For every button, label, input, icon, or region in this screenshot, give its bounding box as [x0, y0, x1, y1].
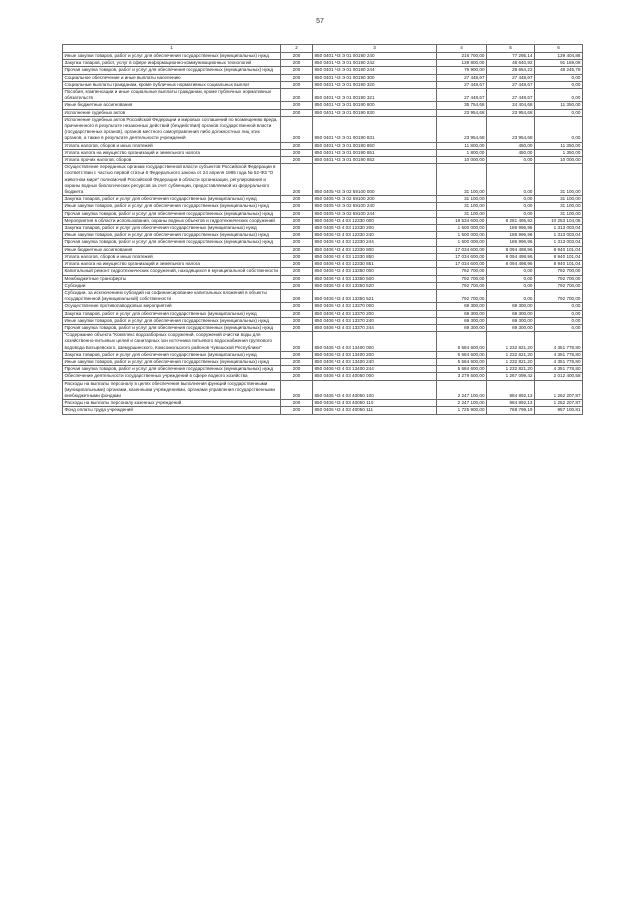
row-description: Закупка товаров, работ, услуг в сфере информационно-коммуникационных технологий — [63, 60, 281, 67]
row-executed-amount: 8 094 498,96 — [487, 253, 535, 260]
row-executed-amount: 69 300,00 — [487, 324, 535, 331]
row-budget-classification-code: 850 0401 Ч3 Э 01 00190 300 — [313, 74, 437, 81]
row-executed-amount: 69 300,00 — [487, 317, 535, 324]
row-line-code: 200 — [281, 196, 313, 203]
table-row — [63, 102, 583, 109]
row-unexecuted-amount: 0,00 — [535, 81, 583, 88]
row-approved-amount: 1 725 900,00 — [437, 407, 487, 414]
row-unexecuted-amount: 8 940 101,04 — [535, 253, 583, 260]
row-executed-amount: 8 094 498,96 — [487, 261, 535, 268]
row-line-code: 200 — [281, 217, 313, 224]
row-description: Прочая закупка товаров, работ и услуг для обеспечения государственных (муниципальных) нужд — [63, 366, 281, 373]
row-budget-classification-code: 850 0406 Ч3 4 03 13400 244 — [313, 366, 437, 373]
row-budget-classification-code: 850 0406 Ч3 4 03 12330 244 — [313, 239, 437, 246]
row-line-code: 200 — [281, 210, 313, 217]
row-line-code: 200 — [281, 275, 313, 282]
row-unexecuted-amount: 792 700,00 — [535, 268, 583, 275]
row-unexecuted-amount: 0,00 — [535, 74, 583, 81]
row-line-code: 200 — [281, 109, 313, 116]
row-description: Исполнение судебных актов — [63, 109, 281, 116]
row-line-code: 200 — [281, 303, 313, 310]
row-approved-amount: 1 500 000,00 — [437, 232, 487, 239]
row-budget-classification-code: 850 0406 Ч3 4 03 13370 200 — [313, 310, 437, 317]
row-budget-classification-code: 850 0401 Ч3 Э 01 00190 321 — [313, 89, 437, 102]
row-line-code: 200 — [281, 239, 313, 246]
row-unexecuted-amount: 10 000,00 — [535, 157, 583, 164]
row-executed-amount: 8 281 495,92 — [487, 217, 535, 224]
row-line-code: 200 — [281, 74, 313, 81]
row-budget-classification-code: 850 0406 Ч3 4 03 40050 111 — [313, 407, 437, 414]
row-unexecuted-amount: 0,00 — [535, 89, 583, 102]
row-unexecuted-amount: 4 351 778,80 — [535, 332, 583, 352]
row-executed-amount: 69 300,00 — [487, 303, 535, 310]
row-description: Субсидии — [63, 282, 281, 289]
row-unexecuted-amount: 2 012 400,58 — [535, 373, 583, 380]
row-approved-amount: 5 584 600,00 — [437, 351, 487, 358]
row-executed-amount: 450,00 — [487, 142, 535, 149]
table-row — [63, 149, 583, 156]
row-executed-amount: 768 799,19 — [487, 407, 535, 414]
row-approved-amount: 27 448,67 — [437, 81, 487, 88]
row-line-code: 200 — [281, 373, 313, 380]
row-unexecuted-amount: 4 351 778,80 — [535, 358, 583, 365]
row-budget-classification-code: 850 0406 Ч3 4 03 13370 240 — [313, 317, 437, 324]
row-unexecuted-amount: 1 262 207,87 — [535, 380, 583, 400]
row-unexecuted-amount: 8 940 101,04 — [535, 261, 583, 268]
row-description: Расходы на выплаты персоналу казенных учреждений — [63, 400, 281, 407]
table-row — [63, 60, 583, 67]
row-line-code: 200 — [281, 282, 313, 289]
table-row — [63, 351, 583, 358]
table-row — [63, 275, 583, 282]
row-budget-classification-code: 850 0406 Ч3 4 03 40050 000 — [313, 373, 437, 380]
row-line-code: 200 — [281, 400, 313, 407]
row-budget-classification-code: 850 0406 Ч3 4 03 40050 110 — [313, 400, 437, 407]
row-unexecuted-amount: 792 700,00 — [535, 275, 583, 282]
row-unexecuted-amount: 139 404,86 — [535, 53, 583, 60]
row-description: Уплата прочих налогов, сборов — [63, 157, 281, 164]
row-line-code: 200 — [281, 149, 313, 156]
table-row — [63, 332, 583, 352]
row-line-code: 200 — [281, 116, 313, 142]
table-row — [63, 53, 583, 60]
page-number: 57 — [316, 18, 324, 25]
row-unexecuted-amount: 11 350,00 — [535, 102, 583, 109]
row-approved-amount: 2 247 100,00 — [437, 380, 487, 400]
row-description: Мероприятия в области использования, охраны водных объектов и гидротехнических сооружений — [63, 217, 281, 224]
row-line-code: 200 — [281, 203, 313, 210]
row-approved-amount: 5 584 600,00 — [437, 332, 487, 352]
row-executed-amount: 984 892,13 — [487, 400, 535, 407]
row-executed-amount: 450,00 — [487, 149, 535, 156]
row-approved-amount: 69 300,00 — [437, 310, 487, 317]
row-budget-classification-code: 850 0401 Ч3 Э 01 00190 800 — [313, 102, 437, 109]
table-row — [63, 282, 583, 289]
row-approved-amount: 69 300,00 — [437, 324, 487, 331]
row-approved-amount: 2 247 100,00 — [437, 400, 487, 407]
row-budget-classification-code: 850 0401 Ч3 Э 01 00190 240 — [313, 53, 437, 60]
row-description: Иные закупки товаров, работ и услуг для обеспечения государственных (муниципальных) нужд — [63, 358, 281, 365]
table-row — [63, 317, 583, 324]
row-unexecuted-amount: 31 100,00 — [535, 210, 583, 217]
row-unexecuted-amount: 0,00 — [535, 310, 583, 317]
row-unexecuted-amount: 0,00 — [535, 324, 583, 331]
row-budget-classification-code: 850 0405 Ч3 Э 02 59100 000 — [313, 164, 437, 196]
row-unexecuted-amount: 1 313 003,04 — [535, 239, 583, 246]
row-budget-classification-code: 850 0406 Ч3 4 03 12330 240 — [313, 232, 437, 239]
row-description: Иные закупки товаров, работ и услуг для обеспечения государственных (муниципальных) нужд — [63, 232, 281, 239]
row-description: Прочая закупка товаров, работ и услуг для обеспечения государственных (муниципальных) нужд — [63, 210, 281, 217]
row-approved-amount: 69 300,00 — [437, 303, 487, 310]
row-executed-amount: 27 448,67 — [487, 89, 535, 102]
row-executed-amount: 0,00 — [487, 203, 535, 210]
table-row — [63, 89, 583, 102]
row-unexecuted-amount: 31 100,00 — [535, 196, 583, 203]
row-description: Межбюджетные трансферты — [63, 275, 281, 282]
row-approved-amount: 792 700,00 — [437, 268, 487, 275]
row-unexecuted-amount: 31 100,00 — [535, 164, 583, 196]
row-approved-amount: 35 754,68 — [437, 102, 487, 109]
row-budget-classification-code: 850 0406 Ч3 4 03 13400 200 — [313, 351, 437, 358]
row-unexecuted-amount: 0,00 — [535, 303, 583, 310]
table-row — [63, 261, 583, 268]
row-approved-amount: 11 800,00 — [437, 142, 487, 149]
row-approved-amount: 5 584 600,00 — [437, 358, 487, 365]
row-executed-amount: 23 954,68 — [487, 109, 535, 116]
row-description: Закупка товаров, работ и услуг для обеспечения государственных (муниципальных) нужд — [63, 225, 281, 232]
row-approved-amount: 69 300,00 — [437, 317, 487, 324]
row-approved-amount: 31 100,00 — [437, 196, 487, 203]
table-row — [63, 380, 583, 400]
row-unexecuted-amount: 4 351 778,80 — [535, 351, 583, 358]
row-description: Иные бюджетные ассигнования — [63, 246, 281, 253]
row-line-code: 200 — [281, 89, 313, 102]
row-description: Иные закупки товаров, работ и услуг для обеспечения государственных (муниципальных) нужд — [63, 317, 281, 324]
row-unexecuted-amount: 0,00 — [535, 109, 583, 116]
row-budget-classification-code: 850 0401 Ч3 Э 01 00190 320 — [313, 81, 437, 88]
table-row — [63, 225, 583, 232]
row-description: Пособия, компенсации и иные социальные выплаты гражданам, кроме публичных нормативных обязательств — [63, 89, 281, 102]
table-row — [63, 203, 583, 210]
row-budget-classification-code: 850 0401 Ч3 Э 01 00190 242 — [313, 60, 437, 67]
row-approved-amount: 10 000,00 — [437, 157, 487, 164]
column-header-3: 3 — [313, 45, 437, 53]
row-budget-classification-code: 850 0401 Ч3 Э 01 00190 852 — [313, 157, 437, 164]
row-description: Уплата налогов, сборов и иных платежей — [63, 142, 281, 149]
table-row — [63, 217, 583, 224]
row-line-code: 200 — [281, 246, 313, 253]
row-budget-classification-code: 850 0406 Ч3 4 03 40050 100 — [313, 380, 437, 400]
budget-execution-table — [62, 44, 583, 415]
row-description: Социальные выплаты гражданам, кроме публичных нормативных социальных выплат — [63, 81, 281, 88]
row-line-code: 200 — [281, 332, 313, 352]
row-unexecuted-amount: 1 350,00 — [535, 149, 583, 156]
row-description: Уплата налога на имущество организаций и земельного налога — [63, 149, 281, 156]
row-description: Уплата налогов, сборов и иных платежей — [63, 253, 281, 260]
table-row — [63, 142, 583, 149]
row-line-code: 200 — [281, 53, 313, 60]
row-approved-amount: 3 279 500,00 — [437, 373, 487, 380]
row-description: Иные бюджетные ассигнования — [63, 102, 281, 109]
row-approved-amount: 792 700,00 — [437, 275, 487, 282]
table-row — [63, 289, 583, 302]
table-row — [63, 210, 583, 217]
row-approved-amount: 31 100,00 — [437, 210, 487, 217]
row-line-code: 200 — [281, 351, 313, 358]
row-description: Закупка товаров, работ и услуг для обеспечения государственных (муниципальных) нужд — [63, 351, 281, 358]
row-line-code: 200 — [281, 232, 313, 239]
row-unexecuted-amount: 1 313 003,04 — [535, 232, 583, 239]
row-line-code: 200 — [281, 157, 313, 164]
row-budget-classification-code: 850 0406 Ч3 4 03 12330 000 — [313, 217, 437, 224]
row-unexecuted-amount: 792 700,00 — [535, 289, 583, 302]
row-description: Расходы на выплаты персоналу в целях обеспечения выполнения функций государственными (муниципальными) органами, казенными учреждениями, органами управления государственными внебюджетными фондами — [63, 380, 281, 400]
row-description: Прочая закупка товаров, работ и услуг для обеспечения государственных (муниципальных) нужд — [63, 324, 281, 331]
row-budget-classification-code: 850 0406 Ч3 4 03 12330 200 — [313, 225, 437, 232]
row-description: Прочая закупка товаров, работ и услуг для обеспечения государственных (муниципальных) нужд — [63, 239, 281, 246]
row-budget-classification-code: 850 0406 Ч3 4 03 13350 500 — [313, 275, 437, 282]
row-approved-amount: 27 448,67 — [437, 89, 487, 102]
row-approved-amount: 1 800,00 — [437, 149, 487, 156]
table-row — [63, 400, 583, 407]
row-line-code: 200 — [281, 164, 313, 196]
row-unexecuted-amount: 0,00 — [535, 317, 583, 324]
row-unexecuted-amount: 11 350,00 — [535, 142, 583, 149]
table-row — [63, 246, 583, 253]
row-approved-amount: 27 448,67 — [437, 74, 487, 81]
row-approved-amount: 1 500 000,00 — [437, 225, 487, 232]
row-executed-amount: 0,00 — [487, 164, 535, 196]
row-unexecuted-amount: 8 940 101,04 — [535, 246, 583, 253]
row-approved-amount: 23 954,68 — [437, 116, 487, 142]
table-row — [63, 373, 583, 380]
row-description: Капитальный ремонт гидротехнических сооружений, находящихся в муниципальной собственности — [63, 268, 281, 275]
row-description: Закупка товаров, работ и услуг для обеспечения государственных (муниципальных) нужд — [63, 196, 281, 203]
row-approved-amount: 1 500 000,00 — [437, 239, 487, 246]
row-executed-amount: 1 232 821,20 — [487, 366, 535, 373]
row-executed-amount: 23 954,68 — [487, 116, 535, 142]
row-description: Прочая закупка товаров, работ и услуг для обеспечения государственных (муниципальных) нужд — [63, 67, 281, 74]
row-executed-amount: 0,00 — [487, 275, 535, 282]
table-row — [63, 67, 583, 74]
row-line-code: 200 — [281, 60, 313, 67]
column-header-6: 6 — [535, 45, 583, 53]
table-row — [63, 358, 583, 365]
row-executed-amount: 186 996,96 — [487, 239, 535, 246]
row-budget-classification-code: 850 0401 Ч3 Э 01 00190 830 — [313, 109, 437, 116]
row-approved-amount: 17 034 600,00 — [437, 246, 487, 253]
column-number-row — [63, 45, 583, 53]
row-unexecuted-amount: 792 700,00 — [535, 282, 583, 289]
row-unexecuted-amount: 1 262 207,87 — [535, 400, 583, 407]
table-row — [63, 196, 583, 203]
row-approved-amount: 31 100,00 — [437, 203, 487, 210]
row-line-code: 200 — [281, 253, 313, 260]
row-description: Закупка товаров, работ и услуг для обеспечения государственных (муниципальных) нужд — [63, 310, 281, 317]
row-description: Фонд оплаты труда учреждений — [63, 407, 281, 414]
row-executed-amount: 0,00 — [487, 282, 535, 289]
row-line-code: 200 — [281, 142, 313, 149]
row-budget-classification-code: 850 0405 Ч3 Э 02 59100 244 — [313, 210, 437, 217]
row-approved-amount: 792 700,00 — [437, 282, 487, 289]
row-budget-classification-code: 850 0406 Ч3 4 03 13350 000 — [313, 268, 437, 275]
row-approved-amount: 5 584 600,00 — [437, 366, 487, 373]
row-executed-amount: 1 267 099,42 — [487, 373, 535, 380]
table-row — [63, 109, 583, 116]
row-executed-amount: 1 232 821,20 — [487, 351, 535, 358]
table-row — [63, 324, 583, 331]
row-executed-amount: 77 295,14 — [487, 53, 535, 60]
row-line-code: 200 — [281, 67, 313, 74]
table-row — [63, 253, 583, 260]
row-executed-amount: 0,00 — [487, 157, 535, 164]
table-row — [63, 239, 583, 246]
row-approved-amount: 31 100,00 — [437, 164, 487, 196]
row-executed-amount: 28 654,22 — [487, 67, 535, 74]
row-executed-amount: 1 232 821,20 — [487, 332, 535, 352]
table-row — [63, 81, 583, 88]
row-line-code: 200 — [281, 102, 313, 109]
row-approved-amount: 17 034 600,00 — [437, 253, 487, 260]
row-executed-amount: 27 448,67 — [487, 74, 535, 81]
row-line-code: 200 — [281, 261, 313, 268]
row-executed-amount: 69 300,00 — [487, 310, 535, 317]
row-unexecuted-amount: 48 245,78 — [535, 67, 583, 74]
row-budget-classification-code: 850 0406 Ч3 4 03 12330 850 — [313, 253, 437, 260]
column-header-2: 2 — [281, 45, 313, 53]
row-executed-amount: 0,00 — [487, 210, 535, 217]
row-description: Социальное обеспечение и иные выплаты населению — [63, 74, 281, 81]
row-description: Субсидии, за исключением субсидий на софинансирование капитальных вложений в объекты государственной (муниципальной) собственности — [63, 289, 281, 302]
row-executed-amount: 0,00 — [487, 196, 535, 203]
row-executed-amount: 48 640,92 — [487, 60, 535, 67]
row-unexecuted-amount: 957 100,81 — [535, 407, 583, 414]
row-executed-amount: 0,00 — [487, 268, 535, 275]
row-description: "Содержание объекта "Комплекс водозаборных сооружений, сооружений очистки воды для хозяйственно-питьевых целей и санитарных зон источника питьевого водоснабжения группового водовода Батыревского, Шемуршинского, Комсомольского районов Чувашской Республики" — [63, 332, 281, 352]
row-budget-classification-code: 850 0406 Ч3 4 03 13350 520 — [313, 282, 437, 289]
table-row — [63, 232, 583, 239]
table-row — [63, 74, 583, 81]
column-header-1: 1 — [63, 45, 281, 53]
row-executed-amount: 1 232 821,20 — [487, 358, 535, 365]
row-approved-amount: 17 034 600,00 — [437, 261, 487, 268]
row-unexecuted-amount: 0,00 — [535, 116, 583, 142]
row-line-code: 200 — [281, 380, 313, 400]
row-description: Осуществление переданных органам государственной власти субъектов Российской Федерации в соответствии с частью первой статьи 6 Федерального закона от 24 апреля 1995 года № 52-ФЗ "О животном мире" полномочий Российской Федерации в области организации, регулирования и охраны водных биологических ресурсов за счет субвенции, предоставляемой из федерального бюджета — [63, 164, 281, 196]
row-executed-amount: 27 448,67 — [487, 81, 535, 88]
row-description: Уплата налога на имущество организаций и земельного налога — [63, 261, 281, 268]
row-executed-amount: 0,00 — [487, 289, 535, 302]
table-row — [63, 164, 583, 196]
row-line-code: 200 — [281, 366, 313, 373]
row-line-code: 200 — [281, 289, 313, 302]
row-line-code: 200 — [281, 324, 313, 331]
table-row — [63, 116, 583, 142]
row-budget-classification-code: 850 0406 Ч3 4 03 12330 800 — [313, 246, 437, 253]
row-approved-amount: 76 900,00 — [437, 67, 487, 74]
row-budget-classification-code: 850 0401 Ч3 Э 01 00190 851 — [313, 149, 437, 156]
row-budget-classification-code: 850 0406 Ч3 4 03 13370 244 — [313, 324, 437, 331]
row-line-code: 200 — [281, 310, 313, 317]
row-approved-amount: 139 800,00 — [437, 60, 487, 67]
row-budget-classification-code: 850 0406 Ч3 4 03 13400 240 — [313, 358, 437, 365]
column-header-4: 4 — [437, 45, 487, 53]
row-line-code: 200 — [281, 81, 313, 88]
row-executed-amount: 984 892,13 — [487, 380, 535, 400]
row-line-code: 200 — [281, 317, 313, 324]
row-description: Иные закупки товаров, работ и услуг для обеспечения государственных (муниципальных) нужд — [63, 203, 281, 210]
column-header-5: 5 — [487, 45, 535, 53]
table-row — [63, 303, 583, 310]
row-line-code: 200 — [281, 407, 313, 414]
table-row — [63, 268, 583, 275]
table-row — [63, 157, 583, 164]
row-budget-classification-code: 850 0406 Ч3 4 03 13370 000 — [313, 303, 437, 310]
row-description: Осуществление противопаводковых мероприятий — [63, 303, 281, 310]
row-executed-amount: 24 404,68 — [487, 102, 535, 109]
row-line-code: 200 — [281, 268, 313, 275]
row-unexecuted-amount: 31 100,00 — [535, 203, 583, 210]
row-budget-classification-code: 850 0405 Ч3 Э 02 59100 200 — [313, 196, 437, 203]
row-approved-amount: 792 700,00 — [437, 289, 487, 302]
row-description: Обеспечение деятельности государственных учреждений в сфере водного хозяйства — [63, 373, 281, 380]
row-budget-classification-code: 850 0401 Ч3 Э 01 00190 244 — [313, 67, 437, 74]
row-budget-classification-code: 850 0401 Ч3 Э 01 00190 850 — [313, 142, 437, 149]
row-executed-amount: 8 094 498,96 — [487, 246, 535, 253]
row-budget-classification-code: 850 0401 Ч3 Э 01 00190 831 — [313, 116, 437, 142]
row-unexecuted-amount: 91 159,08 — [535, 60, 583, 67]
row-budget-classification-code: 850 0406 Ч3 4 03 13400 000 — [313, 332, 437, 352]
row-line-code: 200 — [281, 225, 313, 232]
row-unexecuted-amount: 4 351 778,80 — [535, 366, 583, 373]
row-budget-classification-code: 850 0406 Ч3 4 03 12330 851 — [313, 261, 437, 268]
row-approved-amount: 216 700,00 — [437, 53, 487, 60]
row-executed-amount: 186 996,96 — [487, 232, 535, 239]
row-approved-amount: 18 534 600,00 — [437, 217, 487, 224]
table-row — [63, 407, 583, 414]
row-description: Иные закупки товаров, работ и услуг для обеспечения государственных (муниципальных) нужд — [63, 53, 281, 60]
row-executed-amount: 186 996,96 — [487, 225, 535, 232]
table-row — [63, 310, 583, 317]
table-row — [63, 366, 583, 373]
row-budget-classification-code: 850 0405 Ч3 Э 02 59100 240 — [313, 203, 437, 210]
row-description: Исполнение судебных актов Российской Федерации и мировых соглашений по возмещению вреда, причиненного в результате незаконных действий (бездействия) органов государственной власти (государственных органов), органов местного самоуправления либо должностных лиц этих органов, а также в результате деятельности учреждений — [63, 116, 281, 142]
row-unexecuted-amount: 10 253 104,08 — [535, 217, 583, 224]
row-unexecuted-amount: 1 313 003,04 — [535, 225, 583, 232]
row-line-code: 200 — [281, 358, 313, 365]
row-approved-amount: 23 954,68 — [437, 109, 487, 116]
row-budget-classification-code: 850 0406 Ч3 4 03 13350 521 — [313, 289, 437, 302]
